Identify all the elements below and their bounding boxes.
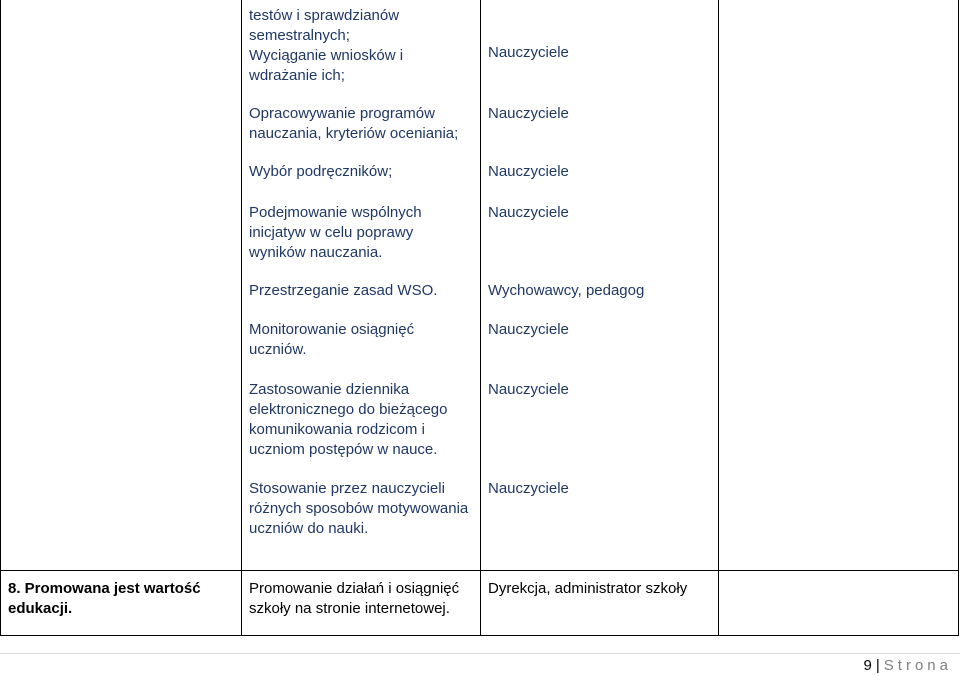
responsible-text-3: Nauczyciele	[488, 163, 569, 180]
task-text-2: Opracowywanie programów nauczania, kryteriów oceniania;	[249, 105, 459, 142]
task-text-4: Podejmowanie wspólnych inicjatyw w celu poprawy wyników nauczania.	[249, 204, 422, 261]
responsible-text-2: Nauczyciele	[488, 105, 569, 122]
task-text-5: Przestrzeganie zasad WSO.	[249, 282, 438, 299]
task-text-3: Wybór podręczników;	[249, 163, 393, 180]
task-text-7: Zastosowanie dziennika elektronicznego do bieżącego komunikowania rodzicom i uczniom postępów w nauce.	[249, 381, 448, 458]
responsible-text-1: Nauczyciele	[488, 44, 569, 61]
responsible-text-6: Nauczyciele	[488, 321, 569, 338]
task-text-1: testów i sprawdzianów semestralnych; Wyciąganie wniosków i wdrażanie ich;	[249, 7, 404, 84]
responsible-text-7: Nauczyciele	[488, 381, 569, 398]
goal-8-text: 8. Promowana jest wartość edukacji.	[8, 580, 201, 617]
footer-divider	[0, 653, 960, 654]
task-8-text: Promowanie działań i osiągnięć szkoły na stronie internetowej.	[249, 580, 460, 617]
responsible-text-4: Nauczyciele	[488, 204, 569, 221]
responsible-text-8: Nauczyciele	[488, 480, 569, 497]
footer-separator: |	[875, 657, 880, 674]
responsible-text-5: Wychowawcy, pedagog	[488, 282, 645, 299]
page-word: Strona	[883, 657, 952, 674]
task-text-8: Stosowanie przez nauczycieli różnych sposobów motywowania uczniów do nauki.	[249, 480, 469, 537]
responsible-8-text: Dyrekcja, administrator szkoły	[488, 580, 688, 597]
page-footer	[864, 656, 952, 676]
page-number: 9	[863, 657, 872, 674]
task-text-6: Monitorowanie osiągnięć uczniów.	[249, 321, 415, 358]
